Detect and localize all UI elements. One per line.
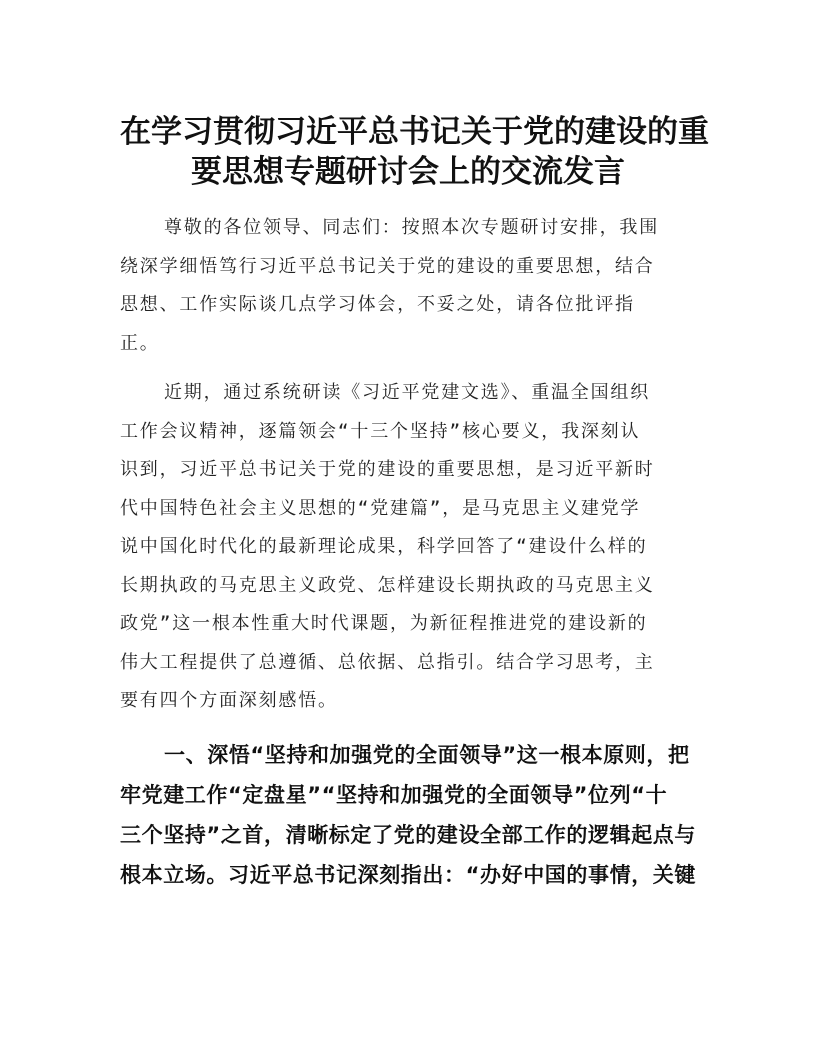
section-line: 牢党建工作“定盘星”“坚持和加强党的全面领导”位列“十 bbox=[120, 783, 668, 807]
paragraph-line: 思想、工作实际谈几点学习体会，不妥之处，请各位批评指 bbox=[120, 294, 635, 315]
greeting-paragraph bbox=[120, 209, 696, 363]
title-line: 在学习贯彻习近平总书记关于党的建设的重 bbox=[120, 114, 709, 150]
paragraph-line: 近期，通过系统研读《习近平党建文选》、重温全国组织 bbox=[164, 382, 650, 403]
paragraph-line: 伟大工程提供了总遵循、总依据、总指引。结合学习思考，主 bbox=[120, 651, 655, 673]
section-line: 根本立场。习近平总书记深刻指出：“办好中国的事情，关键 bbox=[120, 863, 696, 887]
paragraph-line: 要有四个方面深刻感悟。 bbox=[120, 690, 338, 711]
paragraph-line: 工作会议精神，逐篇领会“十三个坚持”核心要义，我深刻认 bbox=[120, 420, 641, 442]
paragraph-line: 说中国化时代化的最新理论成果，科学回答了“建设什么样的 bbox=[120, 536, 648, 557]
paragraph-line: 尊敬的各位领导、同志们：按照本次专题研讨安排，我围 bbox=[164, 217, 659, 238]
section-line: 三个坚持”之首，清晰标定了党的建设全部工作的逻辑起点与 bbox=[120, 823, 696, 847]
paragraph-line: 识到，习近平总书记关于党的建设的重要思想，是习近平新时 bbox=[120, 459, 655, 480]
paragraph-line: 正。 bbox=[120, 332, 160, 354]
paragraph-line: 绕深学细悟笃行习近平总书记关于党的建设的重要思想，结合 bbox=[120, 255, 655, 277]
paragraph-line: 长期执政的马克思主义政党、怎样建设长期执政的马克思主义 bbox=[120, 574, 655, 596]
title-line: 要思想专题研讨会上的交流发言 bbox=[191, 154, 625, 190]
section-one-paragraph bbox=[120, 735, 696, 895]
intro-paragraph bbox=[120, 374, 696, 721]
paragraph-line: 政党”这一根本性重大时代课题，为新征程推进党的建设新的 bbox=[120, 613, 648, 634]
section-line: 一、深悟“坚持和加强党的全面领导”这一根本原则，把 bbox=[164, 743, 690, 767]
paragraph-line: 代中国特色社会主义思想的“党建篇”，是马克思主义建党学 bbox=[120, 497, 641, 519]
document-title bbox=[120, 112, 709, 192]
